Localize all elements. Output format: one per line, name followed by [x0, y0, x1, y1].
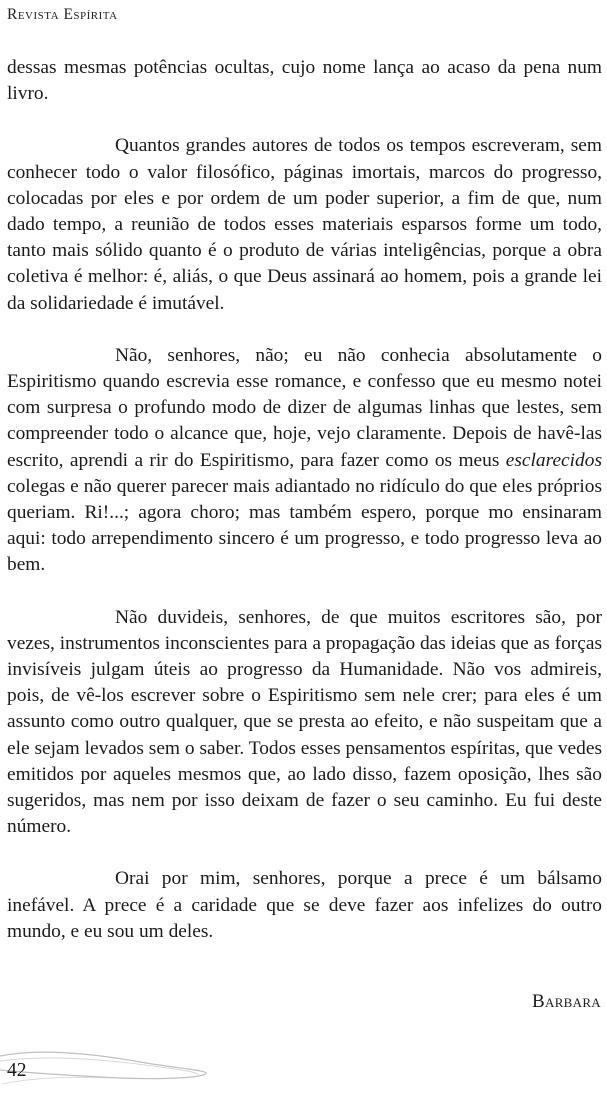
paragraph-4: Não duvideis, senhores, de que muitos escritores são, por vezes, instrumentos inconscientes para a propagação das ideias que as forças invisíveis julgam úteis ao progresso da Humanidade. Não vos admireis, pois, de vê-los escrever sobre o Espiritismo sem nele crer; para eles é um assunto como outro qualquer, que se presta ao efeito, e não suspeitam que a ele sejam levados sem o saber. Todos esses pensamentos espíritas, que vedes emitidos por aqueles mesmos que, ao lado disso, fazem oposição, lhes são sugeridos, mas nem por isso deixam de fazer o seu caminho. Eu fui deste número.	[7, 606, 602, 838]
paragraph-2: Quantos grandes autores de todos os tempos escreveram, sem conhecer todo o valor filosófico, páginas imortais, marcos do progresso, colocadas por eles e por ordem de um poder superior, a fim de que, num dado tempo, a reunião de todos esses materiais esparsos forme um todo, tanto mais sólido quanto é o produto de várias inteligências, porque a obra coletiva é melhor: é, aliás, o que Deus assinará ao homem, pois a grande lei da solidariedade é imutável.	[7, 135, 602, 314]
signature: Barbara	[532, 991, 601, 1012]
paragraph-1: dessas mesmas potências ocultas, cujo nome lança ao acaso da pena num livro.	[7, 57, 602, 105]
paragraph-5: Orai por mim, senhores, porque a prece é um bálsamo inefável. A prece é a caridade que se deve fazer aos infelizes do outro mundo, e eu sou um deles.	[7, 868, 602, 942]
paragraph-3-emphasis: esclarecidos	[505, 449, 602, 471]
page-body	[7, 55, 602, 971]
paragraph-3-text-b: colegas e não querer parecer mais adiantado no ridículo do que eles próprios queriam. Ri!...; agora choro; mas também espero, porque mo ensinaram aqui: todo arrependimento sincero é um progresso, e todo progresso leva ao bem.	[7, 475, 602, 576]
running-title: Revista Espírita	[7, 6, 118, 23]
paragraph-3-text-a: Não, senhores, não; eu não conhecia absolutamente o Espiritismo quando escrevia esse romance, e confesso que eu mesmo notei com surpresa o profundo modo de dizer de algumas linhas que lestes, sem compreender todo o alcance que, hoje, vejo claramente. Depois de havê-las escrito, aprendi a rir do Espiritismo, para fazer como os meus	[7, 344, 602, 471]
decorative-swirl	[0, 1040, 230, 1093]
paragraph-3	[7, 343, 602, 579]
page-number: 42	[7, 1060, 27, 1081]
